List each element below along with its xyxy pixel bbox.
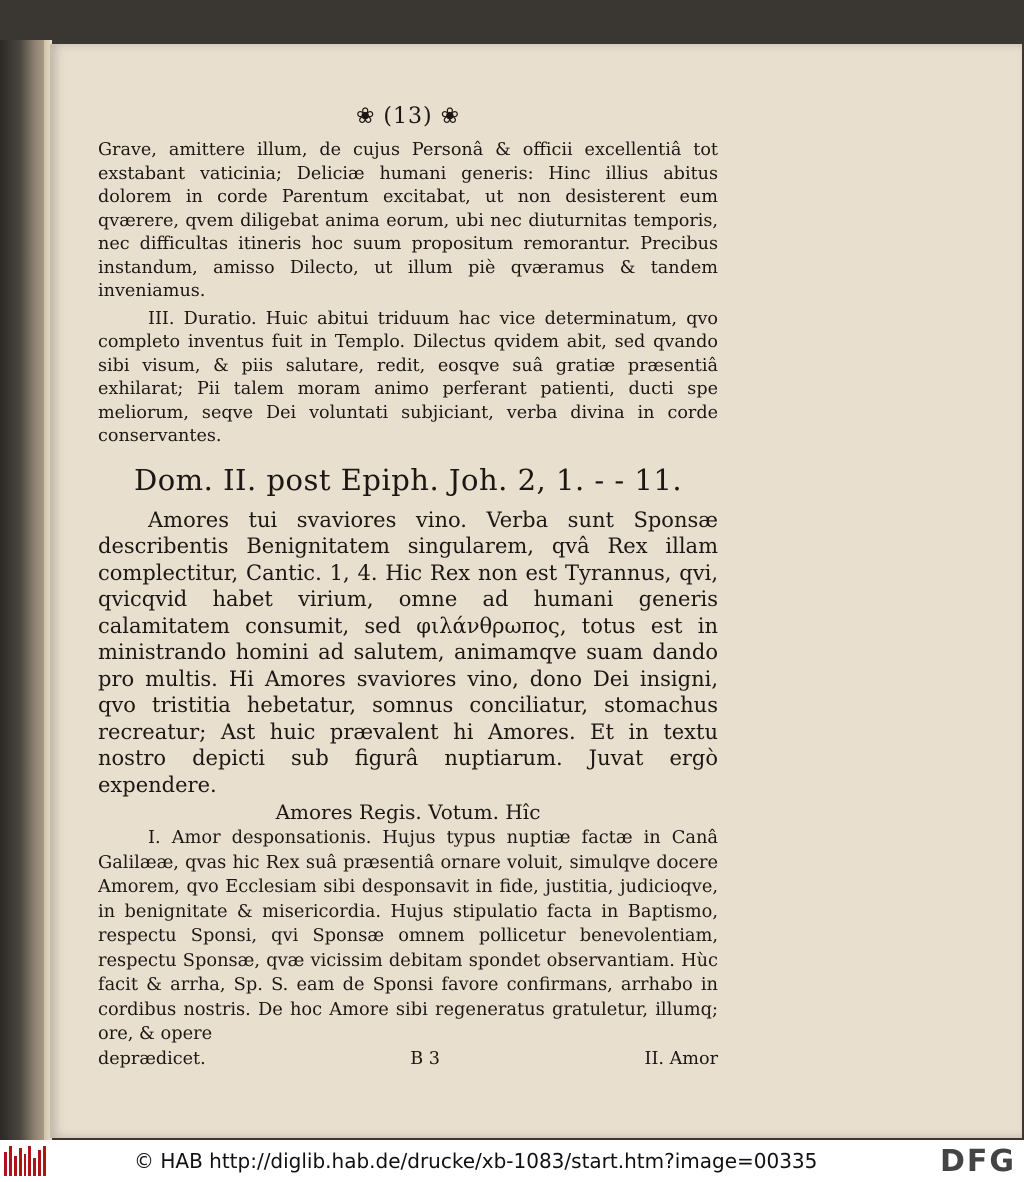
page-content bbox=[98, 104, 718, 1069]
amores-regis-line: Amores Regis. Votum. Hîc bbox=[275, 800, 541, 824]
signature-mark: B 3 bbox=[410, 1048, 440, 1069]
copyright-link[interactable]: © HAB http://diglib.hab.de/drucke/xb-1083/start.htm?image=00335 bbox=[134, 1149, 818, 1173]
section-heading: Dom. II. post Epiph. Joh. 2, 1. - - 11. bbox=[133, 462, 683, 497]
page-number: (13) bbox=[383, 104, 433, 129]
signature-line bbox=[98, 1049, 718, 1069]
ornament-right-icon: ❀ bbox=[440, 104, 461, 129]
paragraph-desponsationis: I. Amor desponsationis. Hujus typus nuptiæ factæ in Canâ Galilææ, qvas hic Rex suâ præsentiâ ornare voluit, simulqve docere Amorem, qvo Ecclesiam sibi desponsavit in fide, justitia, judicioqve, in benignitate & misericordia. Hujus stipulatio facta in Baptismo, respectu Sponsi, qvi Sponsæ omnem pollicetur benevolentiam, respectu Sponsæ, qvæ vicissim debitam spondet observantiam. Hùc facit & arrha, Sp. S. eam de Sponsi favore confirmans, arrhabo in cordibus nostris. De hoc Amore sibi regeneratus gratuletur, illumq; ore, & opere bbox=[98, 827, 718, 1044]
hab-logo-icon bbox=[4, 1146, 46, 1176]
catchword-end: deprædicet. bbox=[98, 1048, 206, 1069]
paragraph-grave: Grave, amittere illum, de cujus Personâ & officii excellentiâ tot exstabant vaticinia; Deliciæ humani generis: Hinc illius abitus dolorem in corde Parentum excitabat, ut non desisterent eum qværere, qvem diligebat anima eorum, ubi nec diuturnitas temporis, nec difficultas itineris hoc suum propositum remorantur. Precibus instandum, amisso Dilecto, ut illum piè qværamus & tandem inveniamus. bbox=[98, 140, 718, 301]
paragraph-amores: Amores tui svaviores vino. Verba sunt Sponsæ describentis Benignitatem singularem, qvâ Rex illam complectitur, Cantic. 1, 4. Hic Rex non est Tyrannus, qvi, qvicqvid habet virium, omne ad humani generis calamitatem consumit, sed φιλάνθρωπος, totus est in ministrando homini ad salutem, animamqve suam dando pro multis. Hi Amores svaviores vino, dono Dei insigni, qvo tristitia hebetatur, somnus conciliatur, stomachus recreatur; Ast huic prævalent hi Amores. Et in textu nostro depicti sub figurâ nuptiarum. Juvat ergò expendere. bbox=[98, 507, 718, 797]
footer-bar bbox=[0, 1140, 1024, 1182]
paragraph-duratio: III. Duratio. Huic abitui triduum hac vice determinatum, qvo completo inventus fuit in Templo. Dilectus qvidem abit, sed qvando sibi visum, & piis salutare, redit, eosqve suâ gratiæ præsentiâ exhilarat; Pii talem moram animo perferant patienti, ducti spe meliorum, seqve Dei voluntati subjiciant, verba divina in corde conservantes. bbox=[98, 308, 718, 446]
ornament-left-icon: ❀ bbox=[355, 104, 376, 129]
page-header bbox=[98, 104, 718, 129]
book-page bbox=[50, 44, 1022, 1138]
catchword-next: II. Amor bbox=[644, 1048, 718, 1069]
dfg-logo: DFG bbox=[939, 1144, 1016, 1179]
adjacent-page-edge bbox=[0, 40, 50, 1140]
